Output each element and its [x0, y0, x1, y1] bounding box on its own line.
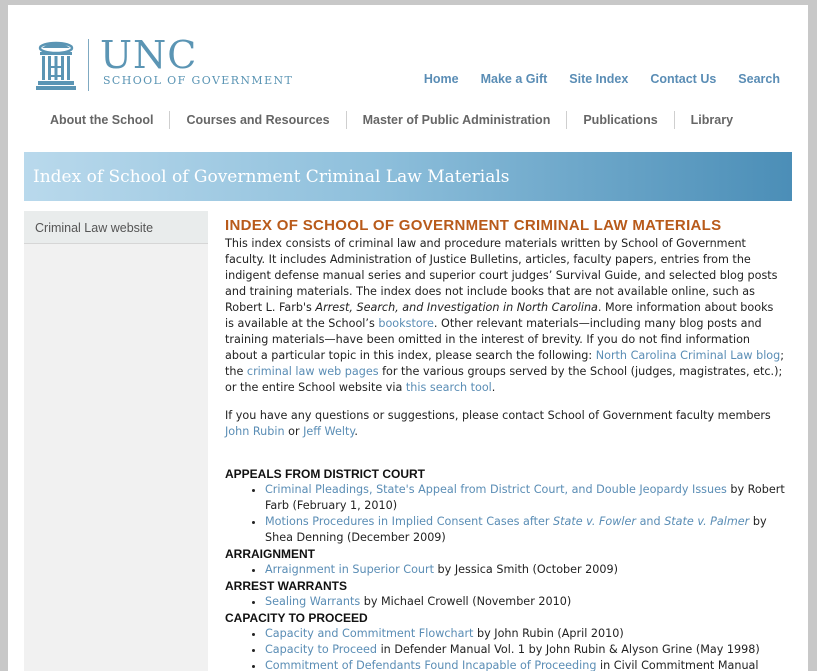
search-tool-link[interactable]: this search tool: [405, 381, 492, 394]
contact-paragraph: [225, 408, 785, 440]
intro-text: . More information about books is available at the School’s: [225, 301, 774, 330]
john-rubin-link[interactable]: John Rubin: [225, 425, 285, 438]
list-item-text: by Robert Farb (February 1, 2010): [265, 483, 785, 512]
banner-title: Index of School of Government Criminal Law Materials: [33, 166, 510, 187]
criminal-law-blog-link[interactable]: North Carolina Criminal Law blog: [595, 349, 781, 362]
intro-text: .: [491, 381, 496, 394]
bookstore-link[interactable]: bookstore: [378, 317, 434, 330]
capacity-item-2-link[interactable]: Capacity to Proceed: [265, 643, 378, 656]
nav-make-a-gift-link[interactable]: Make a Gift: [480, 72, 548, 86]
nav-contact-us-link[interactable]: Contact Us: [650, 72, 717, 86]
section-heading-arrest-warrants: ARREST WARRANTS: [225, 579, 347, 593]
list-item-text: by Michael Crowell (November 2010): [360, 595, 572, 608]
capacity-list: [225, 626, 785, 671]
arraignment-list: [225, 562, 785, 578]
page-banner: [24, 152, 792, 201]
logo-wordmark[interactable]: UNC: [100, 33, 198, 77]
logo-subtitle[interactable]: SCHOOL OF GOVERNMENT: [103, 74, 294, 87]
criminal-law-web-pages-link[interactable]: criminal law web pages: [246, 365, 379, 378]
list-item-text: by Jessica Smith (October 2009): [434, 563, 619, 576]
intro-text: ; the: [225, 349, 785, 378]
list-item: [265, 626, 785, 642]
appeals-item-2-link[interactable]: Motions Procedures in Implied Consent Cases after State v. Fowler and State v. Palmer: [265, 515, 750, 528]
contact-text: If you have any questions or suggestions, please contact School of Government faculty members: [225, 409, 771, 422]
list-item: [265, 514, 785, 546]
utility-nav: [402, 72, 780, 86]
main-nav-about[interactable]: About the School: [50, 113, 154, 127]
intro-text: This index consists of criminal law and procedure materials written by School of Government faculty. It includes Administration of Justice Bulletins, articles, faculty papers, entries from the indigent defense manual series and superior court judges’ Survival Guide, and selected blog posts and training materials. The index does not include books that are not available online, such as Robert L. Farb's: [225, 237, 778, 314]
arrest-warrants-list: [225, 594, 785, 610]
list-item: [265, 594, 785, 610]
main-nav-courses[interactable]: Courses and Resources: [186, 113, 330, 127]
list-item: [265, 658, 785, 671]
list-item: [265, 642, 785, 658]
page-heading: INDEX OF SCHOOL OF GOVERNMENT CRIMINAL LAW MATERIALS: [225, 217, 722, 234]
main-nav-mpa[interactable]: Master of Public Administration: [362, 113, 551, 127]
main-nav: [34, 111, 749, 129]
arrest-item-1-link[interactable]: Sealing Warrants: [265, 595, 361, 608]
capacity-item-1-link[interactable]: Capacity and Commitment Flowchart: [265, 627, 474, 640]
main-nav-publications[interactable]: Publications: [583, 113, 658, 127]
main-content: [225, 217, 785, 671]
sidebar: [24, 211, 208, 671]
section-heading-capacity: CAPACITY TO PROCEED: [225, 611, 368, 625]
list-item-text: by Shea Denning (December 2009): [265, 515, 767, 544]
arraignment-item-1-link[interactable]: Arraignment in Superior Court: [265, 563, 434, 576]
old-well-logo-icon[interactable]: [36, 39, 76, 91]
logo-divider: [88, 39, 89, 91]
list-item-text: by John Rubin (April 2010): [473, 627, 624, 640]
intro-book-title: Arrest, Search, and Investigation in North Carolina: [315, 301, 598, 314]
section-heading-appeals: APPEALS FROM DISTRICT COURT: [225, 467, 425, 481]
list-item-text: in Defender Manual Vol. 1 by John Rubin & Alyson Grine (May 1998): [377, 643, 760, 656]
contact-text: .: [354, 425, 358, 438]
appeals-item-1-link[interactable]: Criminal Pleadings, State's Appeal from District Court, and Double Jeopardy Issues: [265, 483, 727, 496]
jeff-welty-link[interactable]: Jeff Welty: [303, 425, 355, 438]
page-frame: [8, 5, 808, 671]
intro-text: for the various groups served by the School (judges, magistrates, etc.); or the entire School website via: [225, 365, 783, 394]
nav-site-index-link[interactable]: Site Index: [569, 72, 629, 86]
main-nav-library[interactable]: Library: [690, 113, 734, 127]
appeals-list: [225, 482, 785, 546]
sidebar-item-criminal-law-website[interactable]: Criminal Law website: [24, 211, 208, 244]
list-item: [265, 482, 785, 514]
intro-text: . Other relevant materials—including many blog posts and training materials—have been omitted in the interest of brevity. If you do not find information about a particular topic in this index, please search the following:: [225, 317, 762, 362]
nav-search-link[interactable]: Search: [738, 72, 780, 86]
contact-text: or: [284, 425, 304, 438]
section-heading-arraignment: ARRAIGNMENT: [225, 547, 315, 561]
intro-paragraph: [225, 236, 785, 396]
list-item: [265, 562, 785, 578]
nav-home-link[interactable]: Home: [423, 72, 459, 86]
list-item-text: in Civil Commitment Manual: [596, 659, 759, 671]
capacity-item-3-link[interactable]: Commitment of Defendants Found Incapable of Proceeding: [265, 659, 597, 671]
